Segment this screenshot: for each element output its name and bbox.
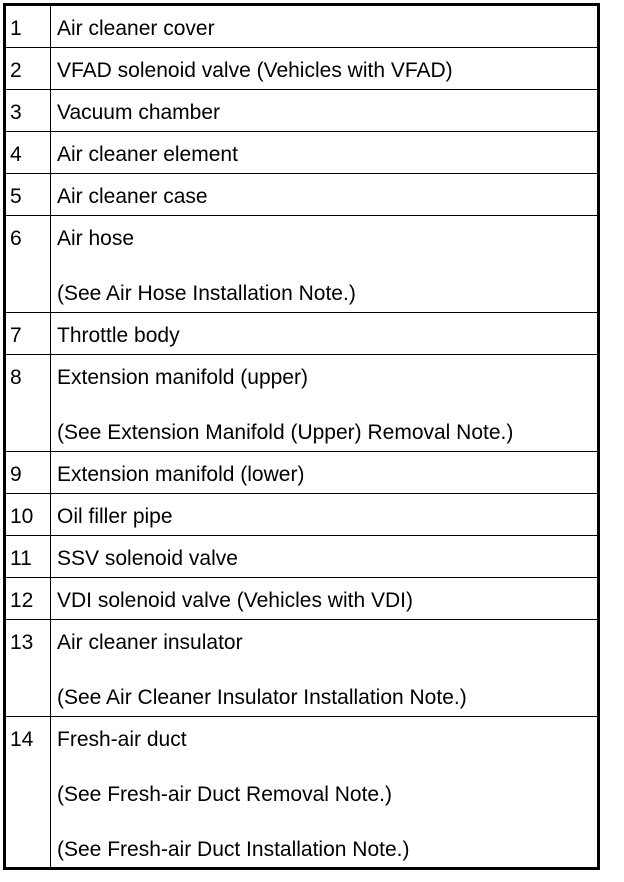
table-row (5, 132, 599, 174)
part-number: 2 (5, 48, 51, 90)
table-row (5, 216, 599, 313)
table-row (5, 5, 599, 48)
part-name: Vacuum chamber (57, 101, 221, 124)
part-name: Extension manifold (lower) (57, 463, 305, 486)
part-note: (See Extension Manifold (Upper) Removal Note.) (57, 421, 514, 444)
table-row (5, 90, 599, 132)
table-row (5, 494, 599, 536)
part-note: (See Air Cleaner Insulator Installation Note.) (57, 686, 467, 709)
table-row (5, 313, 599, 355)
table-row (5, 620, 599, 717)
part-name: Extension manifold (upper) (57, 366, 308, 389)
part-number: 3 (5, 90, 51, 132)
table-row (5, 48, 599, 90)
part-description (51, 174, 599, 216)
part-number: 5 (5, 174, 51, 216)
table-row (5, 452, 599, 494)
part-number: 1 (5, 5, 51, 48)
parts-table (3, 3, 600, 870)
part-number: 9 (5, 452, 51, 494)
part-name: Air cleaner element (57, 143, 238, 166)
part-note: (See Fresh-air Duct Removal Note.) (57, 783, 392, 806)
part-number: 8 (5, 355, 51, 452)
part-name: Air cleaner cover (57, 17, 215, 40)
table-row (5, 355, 599, 452)
part-name: Air cleaner insulator (57, 631, 243, 654)
part-name: Air cleaner case (57, 185, 208, 208)
part-number: 13 (5, 620, 51, 717)
part-note: (See Fresh-air Duct Installation Note.) (57, 838, 410, 861)
part-description (51, 717, 599, 869)
part-number: 12 (5, 578, 51, 620)
part-description (51, 452, 599, 494)
part-description (51, 536, 599, 578)
part-number: 7 (5, 313, 51, 355)
part-name: Oil filler pipe (57, 505, 173, 528)
part-number: 14 (5, 717, 51, 869)
part-description (51, 5, 599, 48)
part-description (51, 620, 599, 717)
table-row (5, 578, 599, 620)
part-name: Air hose (57, 227, 135, 250)
part-description (51, 578, 599, 620)
table-row (5, 174, 599, 216)
part-description (51, 494, 599, 536)
part-name: Fresh-air duct (57, 728, 187, 751)
part-number: 6 (5, 216, 51, 313)
part-description (51, 313, 599, 355)
table-row (5, 717, 599, 869)
part-description (51, 132, 599, 174)
part-description (51, 90, 599, 132)
part-note: (See Air Hose Installation Note.) (57, 282, 356, 305)
part-description (51, 216, 599, 313)
table-row (5, 536, 599, 578)
part-name: SSV solenoid valve (57, 547, 238, 570)
part-description (51, 355, 599, 452)
part-description (51, 48, 599, 90)
part-number: 10 (5, 494, 51, 536)
part-number: 11 (5, 536, 51, 578)
part-number: 4 (5, 132, 51, 174)
part-name: Throttle body (57, 324, 180, 347)
part-name: VDI solenoid valve (Vehicles with VDI) (57, 589, 413, 612)
part-name: VFAD solenoid valve (Vehicles with VFAD) (57, 59, 453, 82)
